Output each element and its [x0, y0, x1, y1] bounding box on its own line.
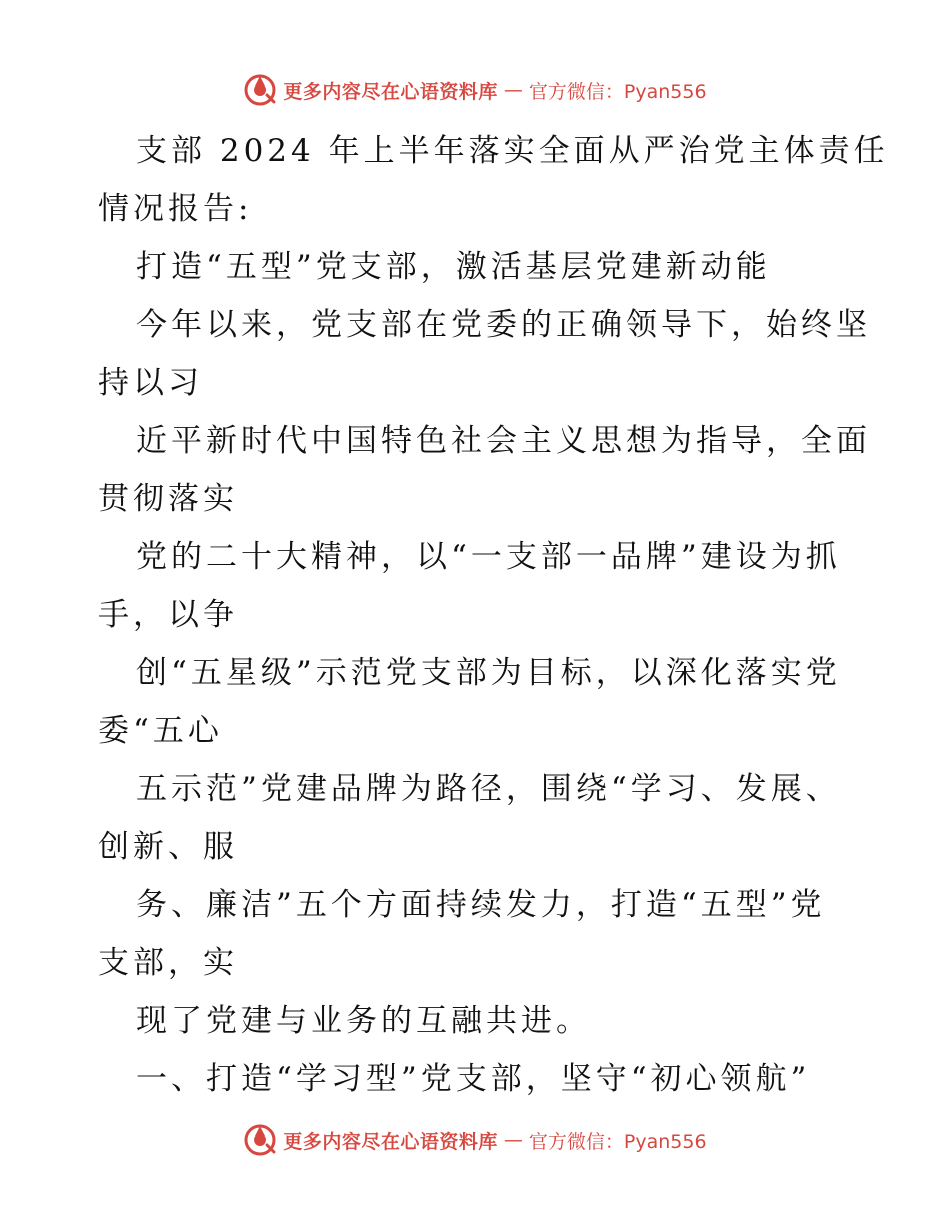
text-line: 一、打造“学习型”党支部，坚守“初心领航”: [136, 1061, 811, 1097]
text-line: 委“五心: [98, 713, 223, 749]
text-line: 贯彻落实: [98, 481, 238, 517]
logo-icon: [243, 1123, 277, 1157]
text-line: 近平新时代中国特色社会主义思想为指导，全面: [136, 423, 871, 459]
footer-banner: [0, 1120, 950, 1160]
header-banner-dash: —: [503, 79, 523, 101]
header-banner: [0, 70, 950, 110]
text-line: 五示范”党建品牌为路径，围绕“学习、发展、: [136, 771, 841, 807]
text-line: 打造“五型”党支部，激活基层党建新动能: [136, 249, 771, 285]
text-line: 支部，实: [98, 945, 238, 981]
logo-icon: [243, 73, 277, 107]
text-line: 情况报告:: [98, 191, 253, 227]
text-line: 创新、服: [98, 829, 238, 865]
text-line: 今年以来，党支部在党委的正确领导下，始终坚: [136, 307, 871, 343]
text-line: 务、廉洁”五个方面持续发力，打造“五型”党: [136, 887, 826, 923]
text-line: 手，以争: [98, 597, 238, 633]
text-line: 党的二十大精神，以“一支部一品牌”建设为抓: [136, 539, 841, 575]
footer-banner-dash: —: [503, 1129, 523, 1151]
text-line: 创“五星级”示范党支部为目标，以深化落实党: [136, 655, 841, 691]
text-line: 现了党建与业务的互融共进。: [136, 1003, 591, 1039]
footer-banner-text: 更多内容尽在心语资料库: [283, 1130, 498, 1153]
text-line: 支部 2024 年上半年落实全面从严治党主体责任: [136, 133, 889, 169]
text-line: 持以习: [98, 365, 203, 401]
footer-banner-contact: 官方微信：Pyan556: [528, 1130, 707, 1153]
header-banner-text: 更多内容尽在心语资料库: [283, 80, 498, 103]
header-banner-contact: 官方微信：Pyan556: [528, 80, 707, 103]
document-body: [98, 122, 889, 1108]
